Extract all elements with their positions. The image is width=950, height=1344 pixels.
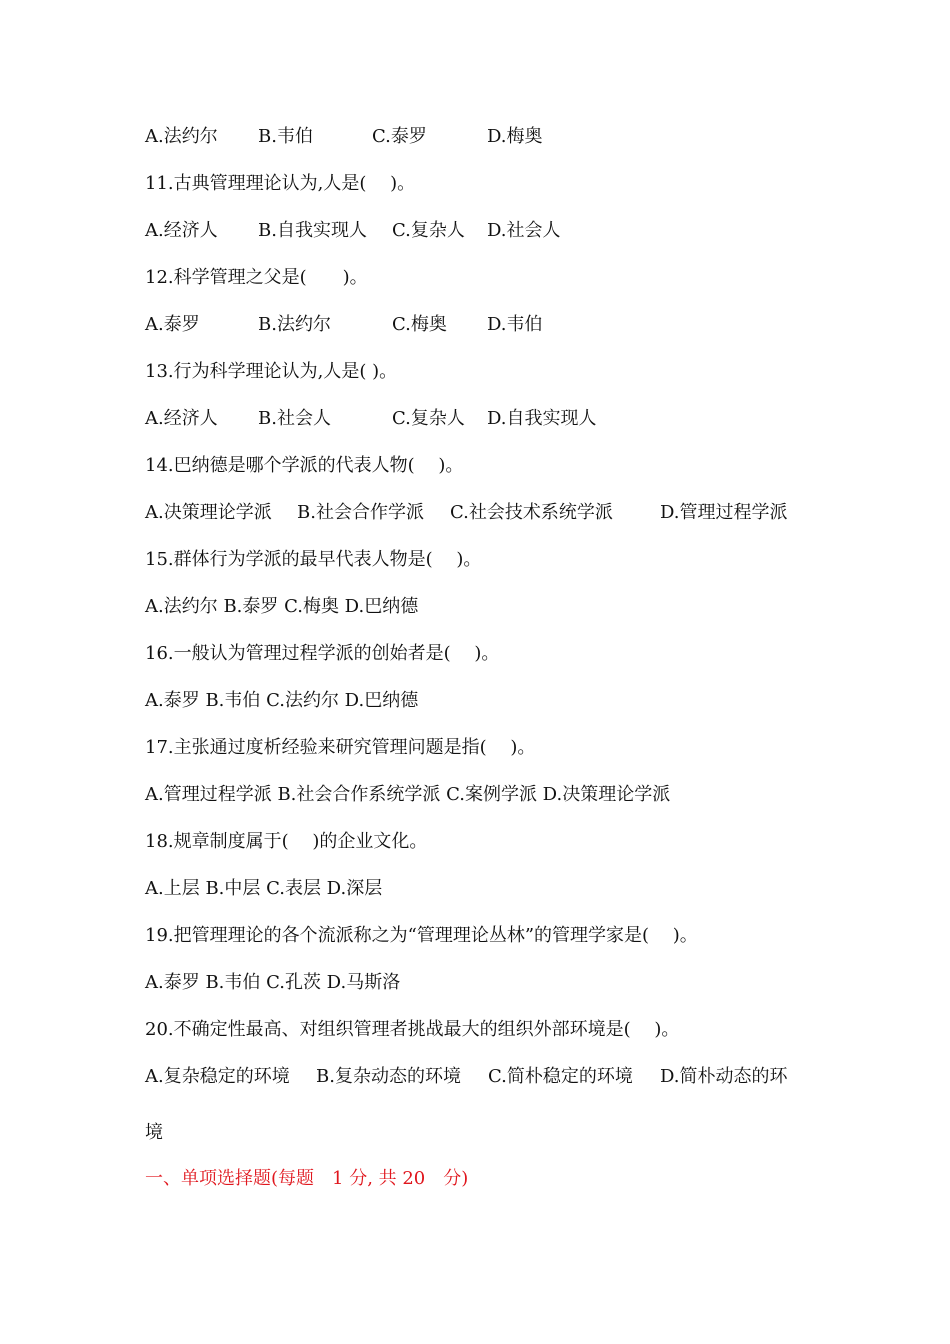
q17-question: 17.主张通过度析经验来研究管理问题是指( )。 <box>145 737 536 758</box>
q13-option-a: A.经济人 <box>145 408 218 429</box>
section-heading: 一、单项选择题(每题 1 分, 共 20 分) <box>145 1168 469 1189</box>
q10-option-b: B.韦伯 <box>258 126 313 147</box>
q14-option-b: B.社会合作学派 <box>297 502 424 523</box>
q12-question: 12.科学管理之父是( )。 <box>145 267 368 288</box>
q11-option-a: A.经济人 <box>145 220 218 241</box>
q16-options: A.泰罗 B.韦伯 C.法约尔 D.巴纳德 <box>145 690 419 711</box>
q11-option-c: C.复杂人 <box>392 220 465 241</box>
q10-option-d: D.梅奥 <box>487 126 543 147</box>
q19-question: 19.把管理理论的各个流派称之为“管理理论丛林”的管理学家是( )。 <box>145 925 698 946</box>
q14-option-a: A.决策理论学派 <box>145 502 272 523</box>
q17-options: A.管理过程学派 B.社会合作系统学派 C.案例学派 D.决策理论学派 <box>145 784 671 805</box>
q11-option-b: B.自我实现人 <box>258 220 367 241</box>
q19-options: A.泰罗 B.韦伯 C.孔茨 D.马斯洛 <box>145 972 401 993</box>
q15-question: 15.群体行为学派的最早代表人物是( )。 <box>145 549 482 570</box>
q14-option-d: D.管理过程学派 <box>660 502 788 523</box>
q20-option-a: A.复杂稳定的环境 <box>145 1066 290 1087</box>
q20-option-c: C.简朴稳定的环境 <box>488 1066 633 1087</box>
q12-option-c: C.梅奥 <box>392 314 447 335</box>
q18-options: A.上层 B.中层 C.表层 D.深层 <box>145 878 383 899</box>
q10-option-c: C.泰罗 <box>372 126 427 147</box>
q13-question: 13.行为科学理论认为,人是( )。 <box>145 361 398 382</box>
q12-option-d: D.韦伯 <box>487 314 543 335</box>
q20-option-b: B.复杂动态的环境 <box>316 1066 461 1087</box>
q14-question: 14.巴纳德是哪个学派的代表人物( )。 <box>145 455 464 476</box>
q12-option-b: B.法约尔 <box>258 314 331 335</box>
q10-option-a: A.法约尔 <box>145 126 218 147</box>
q20-question: 20.不确定性最高、对组织管理者挑战最大的组织外部环境是( )。 <box>145 1019 680 1040</box>
q14-option-c: C.社会技术系统学派 <box>450 502 613 523</box>
q11-option-d: D.社会人 <box>487 220 561 241</box>
q13-option-d: D.自我实现人 <box>487 408 597 429</box>
q12-option-a: A.泰罗 <box>145 314 200 335</box>
q13-option-b: B.社会人 <box>258 408 331 429</box>
q13-option-c: C.复杂人 <box>392 408 465 429</box>
q15-options: A.法约尔 B.泰罗 C.梅奥 D.巴纳德 <box>145 596 419 617</box>
q20-option-d: D.简朴动态的环 <box>660 1066 788 1087</box>
q16-question: 16.一般认为管理过程学派的创始者是( )。 <box>145 643 500 664</box>
q20-option-d-wrap: 境 <box>145 1122 163 1143</box>
q18-question: 18.规章制度属于( )的企业文化。 <box>145 831 428 852</box>
q11-question: 11.古典管理理论认为,人是( )。 <box>145 173 416 194</box>
